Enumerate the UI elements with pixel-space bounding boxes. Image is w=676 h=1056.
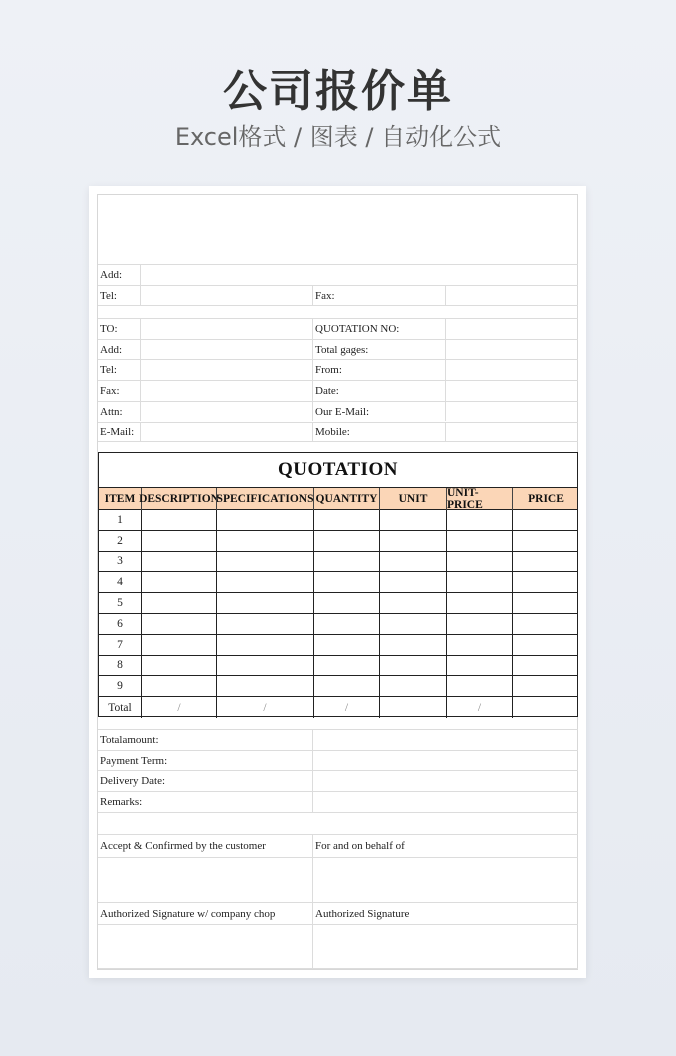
table-cell[interactable] <box>216 635 313 655</box>
table-cell[interactable] <box>379 510 446 530</box>
item-number: 2 <box>117 534 123 547</box>
total-cell[interactable]: / <box>446 697 512 718</box>
customer-signature-area[interactable] <box>98 858 312 902</box>
customer-left-label: Tel: <box>100 364 117 377</box>
table-cell[interactable] <box>379 676 446 696</box>
table-cell[interactable] <box>216 656 313 676</box>
footer-field[interactable] <box>312 771 578 791</box>
customer-row <box>98 422 578 443</box>
total-cell[interactable] <box>379 697 446 718</box>
customer-row <box>98 359 578 380</box>
customer-row <box>98 380 578 401</box>
table-cell[interactable] <box>141 656 216 676</box>
signature-space-row <box>98 857 578 902</box>
total-cell[interactable]: / <box>216 697 313 718</box>
footer-label: Remarks: <box>100 795 143 808</box>
customer-right-field[interactable] <box>445 340 578 360</box>
page-title: 公司报价单 <box>223 66 453 117</box>
column-header: SPECIFICATIONS <box>216 488 313 510</box>
customer-left-field[interactable] <box>140 402 312 422</box>
item-number: 4 <box>117 576 123 589</box>
table-cell[interactable] <box>446 614 512 634</box>
table-cell[interactable] <box>512 593 579 613</box>
customer-left-field[interactable] <box>140 360 312 380</box>
column-header: UNIT-PRICE <box>446 488 512 510</box>
accept-row <box>98 834 578 857</box>
table-cell[interactable] <box>446 552 512 572</box>
table-cell[interactable] <box>446 676 512 696</box>
table-cell[interactable] <box>216 510 313 530</box>
table-cell[interactable] <box>216 614 313 634</box>
table-cell[interactable] <box>512 614 579 634</box>
customer-left-label: Add: <box>100 343 122 356</box>
company-tel-label: Tel: <box>100 289 117 302</box>
table-cell[interactable] <box>379 552 446 572</box>
item-number: 5 <box>117 597 123 610</box>
table-cell[interactable] <box>313 593 379 613</box>
customer-left-label: Attn: <box>100 405 123 418</box>
customer-right-label: Date: <box>312 381 445 401</box>
item-number: 3 <box>117 555 123 568</box>
table-cell[interactable] <box>141 635 216 655</box>
table-cell[interactable] <box>313 614 379 634</box>
table-cell[interactable] <box>313 552 379 572</box>
footer-label: Payment Term: <box>100 754 168 767</box>
table-cell[interactable] <box>313 676 379 696</box>
table-cell[interactable] <box>512 656 579 676</box>
table-cell[interactable] <box>446 593 512 613</box>
company-tel-field[interactable] <box>140 286 312 305</box>
table-cell[interactable] <box>512 635 579 655</box>
table-row <box>99 593 577 614</box>
table-row <box>99 552 577 573</box>
table-cell[interactable] <box>141 531 216 551</box>
column-header: ITEM <box>104 493 136 505</box>
customer-left-field[interactable] <box>140 340 312 360</box>
customer-right-label: QUOTATION NO: <box>312 319 445 339</box>
table-row <box>99 614 577 635</box>
quotation-header-row <box>99 488 577 510</box>
customer-left-label: Fax: <box>100 384 120 397</box>
company-tel-row <box>98 285 578 306</box>
table-cell[interactable] <box>141 614 216 634</box>
table-cell[interactable] <box>141 572 216 592</box>
customer-right-label: Our E-Mail: <box>312 402 445 422</box>
footer-row <box>98 791 578 812</box>
table-cell[interactable] <box>216 552 313 572</box>
table-row <box>99 531 577 552</box>
table-cell[interactable] <box>313 572 379 592</box>
customer-left-field[interactable] <box>140 423 312 442</box>
table-row <box>99 635 577 656</box>
company-add-field[interactable] <box>140 265 578 285</box>
table-cell[interactable] <box>512 676 579 696</box>
table-cell[interactable] <box>446 572 512 592</box>
table-cell[interactable] <box>141 552 216 572</box>
table-cell[interactable] <box>512 531 579 551</box>
customer-right-label: From: <box>312 360 445 380</box>
table-cell[interactable] <box>446 510 512 530</box>
table-cell[interactable] <box>379 656 446 676</box>
table-row <box>99 510 577 531</box>
authorized-row <box>98 902 578 924</box>
table-cell[interactable] <box>379 531 446 551</box>
customer-row <box>98 339 578 360</box>
total-cell[interactable] <box>512 697 579 718</box>
column-header: DESCRIPTION <box>141 488 216 510</box>
total-label: Total <box>108 701 132 714</box>
footer-label: Delivery Date: <box>100 775 166 788</box>
table-cell[interactable] <box>216 531 313 551</box>
total-row <box>99 697 577 718</box>
customer-right-field[interactable] <box>445 319 578 339</box>
behalf-label: For and on behalf of <box>312 835 578 857</box>
customer-right-field[interactable] <box>445 423 578 442</box>
customer-right-label: Total gages: <box>312 340 445 360</box>
table-cell[interactable] <box>141 593 216 613</box>
table-row <box>99 676 577 697</box>
customer-right-field[interactable] <box>445 360 578 380</box>
customer-left-label: TO: <box>100 322 118 335</box>
footer-spacer <box>98 813 578 834</box>
table-cell[interactable] <box>216 676 313 696</box>
quotation-table <box>98 452 578 717</box>
table-cell[interactable] <box>446 635 512 655</box>
item-number: 6 <box>117 617 123 630</box>
auth-chop-area[interactable] <box>98 925 312 968</box>
footer-label: Totalamount: <box>100 733 159 746</box>
table-cell[interactable] <box>379 572 446 592</box>
company-signature-area[interactable] <box>312 858 578 902</box>
table-row <box>99 656 577 677</box>
customer-right-field[interactable] <box>445 402 578 422</box>
table-cell[interactable] <box>141 676 216 696</box>
table-cell[interactable] <box>313 656 379 676</box>
customer-left-field[interactable] <box>140 381 312 401</box>
auth-chop-label: Authorized Signature w/ company chop <box>100 907 276 920</box>
footer-field[interactable] <box>312 730 578 750</box>
table-cell[interactable] <box>512 552 579 572</box>
company-add-row <box>98 264 578 285</box>
footer-field[interactable] <box>312 792 578 812</box>
auth-label: Authorized Signature <box>312 903 578 924</box>
item-number: 8 <box>117 659 123 672</box>
item-number: 9 <box>117 680 123 693</box>
footer-spacer-row <box>98 812 578 834</box>
footer-row <box>98 770 578 791</box>
total-cell[interactable]: / <box>141 697 216 718</box>
table-cell[interactable] <box>512 510 579 530</box>
column-header: QUANTITY <box>313 488 379 510</box>
table-cell[interactable] <box>216 593 313 613</box>
table-cell[interactable] <box>379 635 446 655</box>
company-add-label: Add: <box>100 269 122 281</box>
page-subtitle: Excel格式 / 图表 / 自动化公式 <box>174 123 502 151</box>
customer-left-field[interactable] <box>140 319 312 339</box>
column-header: PRICE <box>512 488 579 510</box>
table-cell[interactable] <box>313 510 379 530</box>
table-cell[interactable] <box>141 510 216 530</box>
customer-left-label: E-Mail: <box>100 425 135 438</box>
auth-area[interactable] <box>312 925 578 968</box>
customer-right-label: Mobile: <box>312 423 445 442</box>
footer-row <box>98 750 578 771</box>
customer-right-field[interactable] <box>445 381 578 401</box>
authorized-space-row <box>98 924 578 969</box>
table-cell[interactable] <box>313 635 379 655</box>
table-cell[interactable] <box>446 531 512 551</box>
customer-row <box>98 318 578 339</box>
table-cell[interactable] <box>446 656 512 676</box>
total-cell[interactable]: / <box>313 697 379 718</box>
table-cell[interactable] <box>379 593 446 613</box>
item-number: 1 <box>117 513 123 526</box>
accept-label: Accept & Confirmed by the customer <box>100 840 266 852</box>
table-cell[interactable] <box>379 614 446 634</box>
table-cell[interactable] <box>216 572 313 592</box>
customer-row <box>98 401 578 422</box>
table-cell[interactable] <box>313 531 379 551</box>
footer-field[interactable] <box>312 751 578 771</box>
table-cell[interactable] <box>512 572 579 592</box>
table-row <box>99 572 577 593</box>
column-header: UNIT <box>379 488 446 510</box>
company-fax-label: Fax: <box>312 286 445 305</box>
quotation-title: QUOTATION <box>99 453 577 488</box>
company-fax-field[interactable] <box>445 286 578 305</box>
footer-row <box>98 729 578 750</box>
item-number: 7 <box>117 638 123 651</box>
